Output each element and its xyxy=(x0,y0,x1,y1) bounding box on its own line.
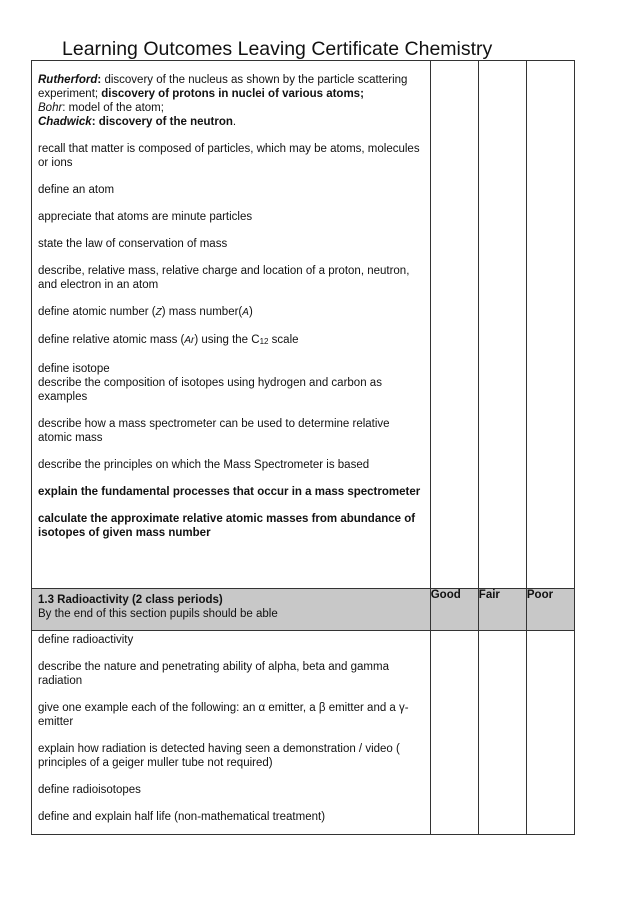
atomic-number-item: define atomic number (Z) mass number(A) xyxy=(38,306,253,318)
rutherford-name: Rutherford xyxy=(38,74,98,86)
rutherford-item: Rutherford: discovery of the nucleus as shown by the particle scattering experiment; discovery of protons in nuclei of various atoms; Bohr: model of the atom; Chadwick: discovery of the neutron. xyxy=(38,74,408,128)
outcome-item: recall that matter is composed of particles, which may be atoms, molecules or ions xyxy=(38,143,420,169)
col-header-poor: Poor xyxy=(526,589,574,631)
outcome-item: define radioactivity xyxy=(38,634,134,646)
poor-check-cell[interactable] xyxy=(526,61,574,589)
chadwick-name: Chadwick xyxy=(38,116,92,128)
poor-check-cell[interactable] xyxy=(526,631,574,835)
section-title: 1.3 Radioactivity (2 class periods) xyxy=(38,594,223,606)
outcome-item: define radioisotopes xyxy=(38,784,141,796)
good-check-cell[interactable] xyxy=(430,631,478,835)
section2-header-row xyxy=(32,589,575,631)
relative-atomic-mass-item: define relative atomic mass (Ar) using the $C_{12}$ scale xyxy=(38,334,299,346)
section1-content-cell xyxy=(32,61,431,589)
good-check-cell[interactable] xyxy=(430,61,478,589)
outcome-item: describe how a mass spectrometer can be used to determine relative atomic mass xyxy=(38,418,390,444)
section1-row xyxy=(32,61,575,589)
col-header-fair: Fair xyxy=(478,589,526,631)
fair-check-cell[interactable] xyxy=(478,61,526,589)
outcome-item: appreciate that atoms are minute particles xyxy=(38,211,253,223)
outcome-item: give one example each of the following: an α emitter, a β emitter and a γ-emitter xyxy=(38,702,409,728)
outcome-item: describe, relative mass, relative charge and location of a proton, neutron, and electron in an atom xyxy=(38,265,410,291)
isotope-item: define isotope describe the composition of isotopes using hydrogen and carbon as examples xyxy=(38,363,382,403)
outcome-item-bold: explain the fundamental processes that occur in a mass spectrometer xyxy=(38,486,421,498)
outcome-item: define and explain half life (non-mathematical treatment) xyxy=(38,811,326,823)
outcome-item-bold: calculate the approximate relative atomic masses from abundance of isotopes of given mass number xyxy=(38,513,416,539)
outcome-item: describe the nature and penetrating ability of alpha, beta and gamma radiation xyxy=(38,661,389,687)
learning-outcomes-table xyxy=(31,60,575,835)
fair-check-cell[interactable] xyxy=(478,631,526,835)
bohr-name: Bohr xyxy=(38,102,63,114)
section2-row xyxy=(32,631,575,835)
section2-content-cell xyxy=(32,631,431,835)
outcome-item: define an atom xyxy=(38,184,115,196)
col-header-good: Good xyxy=(430,589,478,631)
outcome-item: state the law of conservation of mass xyxy=(38,238,228,250)
outcome-item: describe the principles on which the Mass Spectrometer is based xyxy=(38,459,370,471)
section-subtitle: By the end of this section pupils should be able xyxy=(38,608,278,620)
page-title: Learning Outcomes Leaving Certificate Chemistry xyxy=(62,38,493,60)
outcome-item: explain how radiation is detected having seen a demonstration / video ( principles of a geiger muller tube not required) xyxy=(38,743,400,769)
section2-header-cell xyxy=(32,589,431,631)
